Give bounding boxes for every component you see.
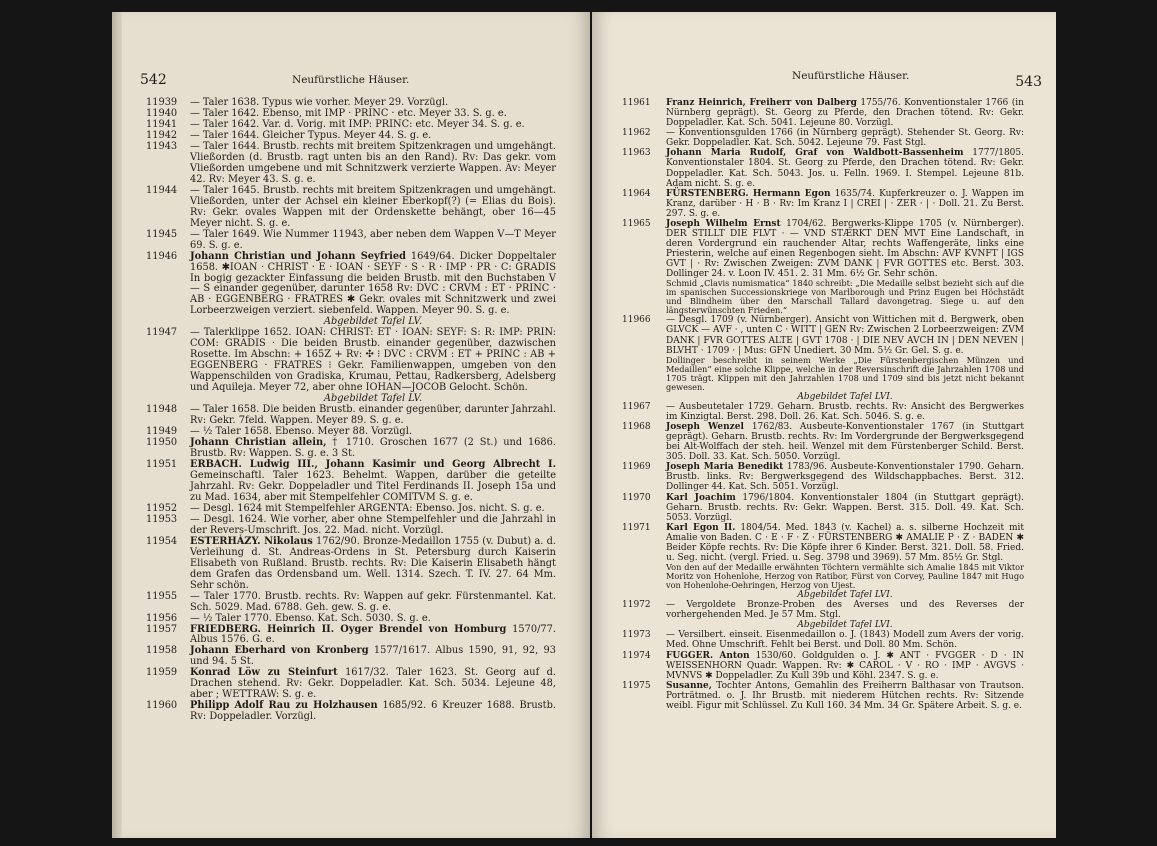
entry-text: 1783/96. Ausbeute-Konventionstaler 1790. Geharn. Brustb. links. Rv: Bergwerksgegend des Wildschappbaches. Berst. 312. Dollinger 44. Kat. Sch. 5051. Vorzügl. bbox=[666, 462, 1024, 493]
entry-text: — Desgl. 1624. Wie vorher, aber ohne Stempelfehler und die Jahrzahl in der Revers-Umschrift. Jos. 22. Mad. nicht. Vorzügl. bbox=[190, 513, 556, 536]
entry-body bbox=[666, 651, 1024, 681]
catalog-entry bbox=[146, 142, 556, 186]
entry-text: — Taler 1658. Die beiden Brustb. einander gegenüber, darunter Jahrzahl. Rv: Gekr. 7feld. Wappen. Meyer 89. S. g. e. bbox=[190, 404, 556, 427]
catalog-entry bbox=[146, 592, 556, 614]
entry-text: — Versilbert. einseit. Eisenmedaillon o. J. (1843) Modell zum Avers der vorig. Med. Ohne Umschrift. Fehlt bei Berst. und Doll. 80 Mm. Schön. bbox=[666, 630, 1024, 651]
catalog-entry bbox=[146, 537, 556, 592]
entry-name: Philipp Adolf Rau zu Holzhausen bbox=[190, 700, 378, 712]
entry-name: Joseph Wenzel bbox=[666, 421, 744, 432]
entry-name: Konrad Löw zu Steinfurt bbox=[190, 667, 338, 679]
entry-name: FRIEDBERG. Heinrich II. Oyger Brendel von Homburg bbox=[190, 623, 507, 635]
entry-text: Gemeinschaftl. Taler 1623. Behelmt. Wappen, darüber die geteilte Jahrzahl. Rv: Gekr. Doppeladler und Titel Ferdinands II. Joseph 15a und zu Mad. 1634, aber mit Stempelfehler COMITVM S. g. e. bbox=[190, 469, 556, 503]
catalog-entry bbox=[146, 701, 556, 723]
entry-body bbox=[666, 600, 1024, 620]
entry-number: 11967 bbox=[622, 401, 651, 412]
entry-number: 11959 bbox=[146, 667, 178, 679]
entry-body bbox=[666, 630, 1024, 650]
entry-text: — Taler 1649. Wie Nummer 11943, aber neben dem Wappen V—T Meyer 69. S. g. e. bbox=[190, 228, 556, 251]
plate-reference: Abgebildet Tafel LV. bbox=[323, 316, 423, 328]
plate-reference: Abgebildet Tafel LVI. bbox=[797, 391, 893, 402]
entry-text: 1570/77. Albus 1576. G. e. bbox=[190, 623, 556, 646]
catalog-entry bbox=[622, 493, 1024, 523]
entry-body bbox=[666, 219, 1024, 279]
catalog-entry bbox=[622, 98, 1024, 128]
catalog-entry bbox=[622, 219, 1024, 315]
entry-text: — Taler 1642. Var. d. Vorig. mit IMP: PRINC: etc. Meyer 34. S. g. e. bbox=[190, 118, 525, 130]
catalog-entry bbox=[146, 186, 556, 230]
entry-number: 11962 bbox=[622, 128, 651, 139]
entry-name: Johann Christian und Johann Seyfried bbox=[190, 250, 406, 262]
entry-text: — Taler 1770. Brustb. rechts. Rv: Wappen auf gekr. Fürstenmantel. Kat. Sch. 5029. Mad. 6788. Geh. gew. S. g. e. bbox=[190, 590, 556, 613]
entry-number: 11949 bbox=[146, 426, 178, 438]
catalog-entry bbox=[622, 402, 1024, 422]
entry-text: — Desgl. 1709 (v. Nürnberger). Ansicht von Wittichen mit d. Bergwerk, oben GLVCK — AVF · , unten C · WITT | GEN Rv: Zwischen 2 Lorbeerzweigen: ZVM DANK | FVR GOTTES ALTE | GVT 1708 · | DIE NEV AVCH IN | DEN NEVEN | BLVHT · 1709 · | Mus: GFN Unediert. 30 Mm. 5½ Gr. Gel. S. g. e. bbox=[666, 315, 1024, 356]
entry-name: Johann Eberhard von Kronberg bbox=[190, 645, 369, 657]
entry-body bbox=[190, 252, 556, 318]
entry-name: Susanne, bbox=[666, 680, 712, 691]
entry-body bbox=[666, 148, 1024, 188]
entry-body bbox=[190, 186, 556, 230]
entry-text: — Taler 1638. Typus wie vorher. Meyer 29. Vorzügl. bbox=[190, 97, 449, 108]
entry-number: 11970 bbox=[622, 492, 651, 503]
catalog-entry bbox=[622, 523, 1024, 600]
catalog-entry bbox=[622, 315, 1024, 401]
entry-number: 11958 bbox=[146, 645, 178, 657]
entry-body bbox=[190, 646, 556, 668]
entry-name: Franz Heinrich, Freiherr von Dalberg bbox=[666, 98, 857, 108]
entry-body bbox=[666, 523, 1024, 563]
entry-body bbox=[190, 668, 556, 701]
entry-body bbox=[190, 328, 556, 394]
catalog-entry bbox=[622, 422, 1024, 462]
entry-name: ERBACH. Ludwig III., Johann Kasimir und Georg Albrecht I. bbox=[190, 458, 556, 470]
entry-body bbox=[666, 315, 1024, 355]
entry-text: 1530/60. Goldgulden o. J. ✱ ANT · FVGGER · D · IN WEISSENHORN Quadr. Wappen. Rv: ✱ CAROL · V · RO · IMP · AVGVS · MVNVS ✱ Doppeladler. Zu Kull 39b und Köhl. 2347. S. g. e. bbox=[666, 650, 1024, 681]
entry-number: 11963 bbox=[622, 148, 651, 159]
entry-body bbox=[190, 460, 556, 504]
entry-text: — Konventionsgulden 1766 (in Nürnberg geprägt). Stehender St. Georg. Rv: Gekr. Doppeladler. Kat. Sch. 5042. Lejeune 79. Fast Stgl. bbox=[666, 128, 1024, 149]
entry-number: 11969 bbox=[622, 462, 651, 473]
page-number: 543 bbox=[1015, 74, 1042, 90]
entry-body bbox=[190, 592, 556, 614]
catalog-entry bbox=[622, 128, 1024, 148]
entry-text: — Talerklippe 1652. IOAN: CHRIST: ET · IOAN: SEYF: S: R: IMP: PRIN: COM: GRADIS · Die beiden Brustb. einander gegenüber, dazwischen Rosette. Im Abschn: + 165Z + Rv: ✣ ⁝ DVC : CRVM : ET + PRINC : AB + EGGENBERG · FRATRES ⁝ Gekr. Familienwappen, umgeben von den Wappenschilden von Gradiska, Krumau, Pettau, Radkersberg, Adelsberg und Aquileja. Meyer 72, aber ohne IOHAN—JOCOB Gelocht. Schön. bbox=[190, 327, 556, 394]
entry-number: 11941 bbox=[146, 118, 178, 130]
catalog-entry bbox=[146, 230, 556, 252]
entry-text: † 1710. Groschen 1677 (2 St.) und 1686. Brustb. Rv: Wappen. S. g. e. 3 St. bbox=[190, 437, 556, 459]
catalog-entry bbox=[146, 405, 556, 427]
catalog-entries bbox=[146, 98, 556, 723]
entry-text: 1777/1805. Konventionstaler 1804. St. Georg zu Pferde, den Drachen tötend. Rv: Gekr. Doppeladler. Kat. Sch. 5043. Jos. u. Felln. 1969. I. Stempel. Lejeune 81b. Adam nicht. S. g. e. bbox=[666, 148, 1024, 189]
entry-name: FUGGER. Anton bbox=[666, 650, 750, 661]
entry-text: 1755/76. Konventionstaler 1766 (in Nürnberg geprägt). St. Georg zu Pferde, den Drachen tötend. Rv: Gekr. Doppeladler. Kat. Sch. 5041. Lejeune 80. Vorzügl. bbox=[666, 98, 1024, 129]
entry-body bbox=[190, 625, 556, 647]
entry-number: 11974 bbox=[622, 650, 651, 661]
running-head: Neufürstliche Häuser. bbox=[792, 70, 910, 82]
entry-number: 11956 bbox=[146, 612, 178, 624]
entry-name: ESTERHÁZY. Nikolaus bbox=[190, 535, 313, 547]
page-edge bbox=[112, 12, 122, 838]
entry-body bbox=[666, 681, 1024, 711]
entry-number: 11966 bbox=[622, 315, 651, 326]
entry-number: 11942 bbox=[146, 129, 178, 141]
plate-reference: Abgebildet Tafel LV. bbox=[323, 393, 423, 405]
entry-text: 1617/32. Taler 1623. St. Georg auf d. Drachen stehend. Rv: Gekr. Doppeladler. Kat. Sch. 5034. Lejeune 48, aber ; WETTRAW: S. g. e. bbox=[190, 667, 556, 701]
right-page bbox=[592, 12, 1056, 838]
catalog-entry bbox=[146, 438, 556, 460]
entry-number: 11957 bbox=[146, 623, 178, 635]
entry-text: 1704/62. Bergwerks-Klippe 1705 (v. Nürnberger). DER STILLT DIE FLVT · — VND STÆRKT DEN MVT Eine Landschaft, in deren Vordergrund ein rauchender Altar, rechts Waffengeräte, links eine Priesterin, welche auf einen Regenbogen sieht. Im Abschn: AVF KVNFT | IGS GVT | · Rv: Zwischen Zweigen: ZVM DANK | FVR GOTTES etc. Berst. 303. Dollinger 24. v. Loon IV. 451. 2. 31 Mm. 6½ Gr. Sehr schön. bbox=[666, 218, 1024, 280]
entry-number: 11940 bbox=[146, 107, 178, 119]
entry-name: Karl Joachim bbox=[666, 492, 736, 503]
entry-number: 11948 bbox=[146, 404, 178, 416]
catalog-entry bbox=[146, 252, 556, 329]
entry-number: 11954 bbox=[146, 535, 178, 547]
entry-number: 11975 bbox=[622, 680, 651, 691]
entry-text: — ½ Taler 1770. Ebenso. Kat. Sch. 5030. S. g. e. bbox=[190, 612, 431, 624]
entry-body bbox=[190, 438, 556, 460]
entry-footnote: Von den auf der Medaille erwähnten Töchtern vermählte sich Amalie 1845 mit Viktor Moritz von Hohenlohe, Herzog von Ratibor, Fürst von Corvey, Pauline 1847 mit Hugo von Hohenlohe-Oehringen, Herzog von Ujest. bbox=[666, 562, 1024, 591]
entry-body bbox=[190, 230, 556, 252]
entry-number: 11971 bbox=[622, 522, 651, 533]
catalog-entries bbox=[622, 98, 1024, 711]
catalog-entry bbox=[622, 630, 1024, 650]
entry-body bbox=[666, 189, 1024, 219]
entry-number: 11960 bbox=[146, 700, 178, 712]
entry-body bbox=[666, 493, 1024, 523]
entry-text: 1762/83. Ausbeute-Konventionstaler 1767 (in Stuttgart geprägt). Geharn. Brustb. rechts. Rv: Im Vordergrunde der Bergwerksgegend bei Alt-Wolffach der steh. heil. Wenzel mit dem Fürstenberger Schild. Berst. 305. Doll. 33. Kat. Sch. 5050. Vorzügl. bbox=[666, 421, 1024, 463]
catalog-entry bbox=[146, 515, 556, 537]
entry-text: 1762/90. Bronze-Medaillon 1755 (v. Dubut) a. d. Verleihung d. St. Andreas-Ordens in St. Petersburg durch Kaiserin Elisabeth von Rußland. Brustb. rechts. Rv: Die Kaiserin Elisabeth hängt dem Grafen das Ordensband um. Well. 1314. Szech. T. IV. 27. 64 Mm. Sehr schön. bbox=[190, 535, 556, 591]
entry-text: — Ausbeutetaler 1729. Geharn. Brustb. rechts. Rv: Ansicht des Bergwerkes im Kinzigtal. Berst. 298. Doll. 26. Kat. Sch. 5046. S. g. e. bbox=[666, 401, 1024, 422]
entry-number: 11968 bbox=[622, 421, 651, 432]
catalog-entry bbox=[622, 462, 1024, 492]
catalog-entry bbox=[622, 148, 1024, 188]
entry-body bbox=[666, 462, 1024, 492]
entry-text: — Taler 1642. Ebenso, mit IMP · PRINC · etc. Meyer 33. S. g. e. bbox=[190, 107, 507, 119]
entry-number: 11947 bbox=[146, 327, 178, 339]
entry-text: — Taler 1644. Brustb. rechts mit breitem Spitzenkragen und umgehängt. Vließorden (d. Brustb. ragt unten bis an den Rand). Rv: Das gekr. vom Vließorden umgebene und mit Schnitzwerk verzierte Wappen. Av: Meyer 42. Rv: Meyer 43. S. g. e. bbox=[190, 140, 556, 185]
catalog-entry bbox=[622, 600, 1024, 630]
entry-name: Joseph Wilhelm Ernst bbox=[666, 218, 781, 229]
entry-text: — Taler 1644. Gleicher Typus. Meyer 44. S. g. e. bbox=[190, 129, 432, 141]
catalog-entry bbox=[146, 625, 556, 647]
entry-number: 11973 bbox=[622, 630, 651, 641]
entry-body bbox=[190, 701, 556, 723]
plate-reference: Abgebildet Tafel LVI. bbox=[797, 620, 893, 631]
entry-name: Johann Christian allein, bbox=[190, 437, 327, 449]
entry-body bbox=[190, 515, 556, 537]
entry-name: Karl Egon II. bbox=[666, 522, 736, 533]
catalog-entry bbox=[146, 328, 556, 405]
entry-number: 11952 bbox=[146, 502, 178, 514]
entry-number: 11943 bbox=[146, 140, 178, 152]
entry-text: — ½ Taler 1658. Ebenso. Meyer 88. Vorzügl. bbox=[190, 426, 412, 438]
entry-text: — Desgl. 1624 mit Stempelfehler ARGENTA: Ebenso. Jos. nicht. S. g. e. bbox=[190, 502, 545, 514]
catalog-entry bbox=[146, 646, 556, 668]
entry-body bbox=[666, 402, 1024, 422]
entry-number: 11972 bbox=[622, 600, 651, 611]
entry-footnote: Schmid „Clavis numismatica“ 1840 schreibt: „Die Medaille selbst bezieht sich auf die im spanischen Successionskriege von Marlborough und Prinz Eugen bei Höchstädt und Blindheim über den Marschall Tallard davongetrag. Siege u. auf den längsterwünschten Frieden.“ bbox=[666, 278, 1024, 316]
catalog-entry bbox=[146, 460, 556, 504]
page-number: 542 bbox=[140, 72, 167, 88]
entry-text: 1685/92. 6 Kreuzer 1688. Brustb. Rv: Doppeladler. Vorzügl. bbox=[190, 700, 556, 723]
entry-body bbox=[666, 422, 1024, 462]
entry-body bbox=[666, 128, 1024, 148]
entry-body bbox=[190, 405, 556, 427]
entry-text: 1649/64. Dicker Doppeltaler 1658. ✱IOAN · CHRIST · E · IOAN · SEYF · S · R · IMP · PR · C: GRADIS In bogig gezackter Einfassung die beiden Brustb. mit den Buchstaben V — S einander gegenüber, darunter 1658 Rv: DVC : CRVM : ET · PRINC · AB · EGGENBERG · FRATRES ✱ Gekr. ovales mit Schnitzwerk und zwei Lorbeerzweigen verziert. siebenfeld. Wappen. Meyer 90. S. g. e. bbox=[190, 250, 556, 317]
entry-number: 11945 bbox=[146, 228, 178, 240]
entry-name: Johann Maria Rudolf, Graf von Waldbott-Bassenheim bbox=[666, 148, 964, 159]
entry-number: 11961 bbox=[622, 98, 651, 108]
entry-number: 11944 bbox=[146, 184, 178, 196]
plate-reference: Abgebildet Tafel LVI. bbox=[797, 590, 893, 601]
entry-name: Joseph Maria Benedikt bbox=[666, 462, 784, 473]
entry-text: 1804/54. Med. 1843 (v. Kachel) a. s. silberne Hochzeit mit Amalie von Baden. C · E · F · Z · FÜRSTENBERG ✱ AMALIE P · Z · BADEN ✱ Beider Köpfe rechts. Rv: Die Köpfe ihrer 6 Kinder. Berst. 321. Doll. 58. Fried. u. Seg. nicht. (vergl. Fried. u. Seg. 3798 und 3969). 57 Mm. 85½ Gr. Stgl. bbox=[666, 522, 1024, 563]
catalog-entry bbox=[622, 651, 1024, 681]
entry-footnote: Dollinger beschreibt in seinem Werke „Die Fürstenbergischen Münzen und Medaillen“ eine solche Klippe, welche in der Reversinschrift die Jahrzahlen 1708 und 1705 trägt. Klippen mit den Jahrzahlen 1708 und 1709 sind bis jetzt nicht bekannt gewesen. bbox=[666, 354, 1024, 392]
entry-text: Tochter Antons, Gemahlin des Freiherrn Balthasar von Trautson. Porträtmed. o. J. Ihr Brustb. mit niederem Hütchen rechts. Rv: Sitzende weibl. Figur mit Schlüssel. Zu Kull 160. 34 Mm. 34 Gr. Spätere Arbeit. S. g. e. bbox=[666, 680, 1024, 711]
entry-body bbox=[190, 142, 556, 186]
entry-text: — Vergoldete Bronze-Proben des Averses und des Reverses der vorhergehenden Med. Je 57 Mm. Stgl. bbox=[666, 600, 1024, 621]
entry-number: 11965 bbox=[622, 218, 651, 229]
entry-text: — Taler 1645. Brustb. rechts mit breitem Spitzenkragen und umgehängt. Vließorden, unter der Achsel ein kleiner Eberkopf(?) (= Elias du Bois). Rv: Gekr. ovales Wappen mit der Ordenskette behängt, ober 16—45 Meyer nicht. S. g. e. bbox=[190, 184, 556, 229]
left-page bbox=[112, 12, 590, 838]
catalog-entry bbox=[622, 189, 1024, 219]
catalog-entry bbox=[622, 681, 1024, 711]
entry-number: 11953 bbox=[146, 513, 178, 525]
entry-number: 11955 bbox=[146, 590, 178, 602]
running-head: Neufürstliche Häuser. bbox=[292, 74, 410, 86]
entry-body bbox=[666, 98, 1024, 128]
entry-name: FÜRSTENBERG. Hermann Egon bbox=[666, 188, 831, 199]
entry-text: 1796/1804. Konventionstaler 1804 (in Stuttgart geprägt). Geharn. Brustb. rechts. Rv: Gekr. Wappen. Berst. 315. Doll. 49. Kat. Sch. 5053. Vorzügl. bbox=[666, 492, 1024, 523]
entry-number: 11951 bbox=[146, 458, 178, 470]
entry-body bbox=[190, 537, 556, 592]
entry-number: 11950 bbox=[146, 437, 178, 449]
catalog-entry bbox=[146, 668, 556, 701]
entry-number: 11939 bbox=[146, 97, 178, 108]
entry-number: 11964 bbox=[622, 188, 651, 199]
entry-text: 1635/74. Kupferkreuzer o. J. Wappen im Kranz, darüber · H · B · Rv: Im Kranz I | CREI | · ZER · | · Doll. 21. Zu Berst. 297. S. g. e. bbox=[666, 188, 1024, 219]
entry-text: 1577/1617. Albus 1590, 91, 92, 93 und 94. 5 St. bbox=[190, 645, 556, 668]
entry-number: 11946 bbox=[146, 250, 178, 262]
